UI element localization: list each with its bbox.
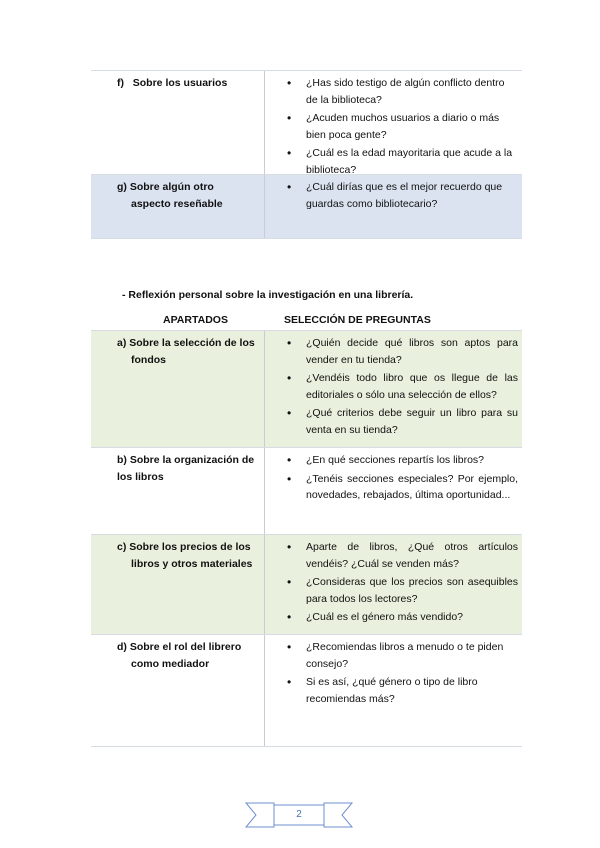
question-item: • ¿Qué criterios debe seguir un libro para su venta en su tienda? <box>283 405 518 438</box>
question-item: • ¿Quién decide qué libros son aptos para vender en tu tienda? <box>283 335 518 368</box>
row-label <box>91 535 265 634</box>
questions-cell <box>265 175 522 238</box>
page-number-ribbon <box>244 797 354 833</box>
questions-cell <box>265 331 522 447</box>
table-row <box>91 71 522 175</box>
row-title: a) Sobre la selección de los fondos <box>117 337 255 366</box>
row-label <box>91 448 265 534</box>
question-item: • ¿En qué secciones repartís los libros? <box>283 452 518 469</box>
libraries-table <box>91 70 522 239</box>
table-row <box>91 331 522 448</box>
row-label <box>91 71 265 174</box>
question-item: • ¿Acuden muchos usuarios a diario o más bien poca gente? <box>283 110 518 143</box>
table-row <box>91 448 522 535</box>
bookstore-table <box>91 330 522 747</box>
table-row <box>91 535 522 635</box>
row-title: g) Sobre algún otro aspecto reseñable <box>117 181 223 210</box>
row-title: d) Sobre el rol del librero como mediador <box>117 641 242 670</box>
question-item: • ¿Cuál dirías que es el mejor recuerdo que guardas como bibliotecario? <box>283 179 518 212</box>
question-item: • ¿Tenéis secciones especiales? Por ejemplo, novedades, rebajados, última oportunidad... <box>283 471 518 504</box>
page-number: 2 <box>296 809 302 820</box>
row-letter: f) <box>117 77 124 89</box>
column-header-apartados: APARTADOS <box>163 314 228 326</box>
row-title: c) Sobre los precios de los libros y otros materiales <box>117 541 253 570</box>
questions-cell <box>265 635 522 746</box>
question-item: • Aparte de libros, ¿Qué otros artículos vendéis? ¿Cuál se venden más? <box>283 539 518 572</box>
table-row <box>91 175 522 239</box>
table-row <box>91 635 522 747</box>
question-item: • Si es así, ¿qué género o tipo de libro recomiendas más? <box>283 674 518 707</box>
question-item: • ¿Vendéis todo libro que os llegue de las editoriales o sólo una selección de ellos? <box>283 370 518 403</box>
section-heading: - Reflexión personal sobre la investigación en una librería. <box>122 289 414 301</box>
row-title: Sobre los usuarios <box>132 77 228 89</box>
question-item: • ¿Has sido testigo de algún conflicto dentro de la biblioteca? <box>283 75 518 108</box>
question-item: • ¿Recomiendas libros a menudo o te piden consejo? <box>283 639 518 672</box>
row-label <box>91 331 265 447</box>
question-item: • ¿Cuál es el género más vendido? <box>283 609 518 626</box>
question-item: • ¿Consideras que los precios son asequibles para todos los lectores? <box>283 574 518 607</box>
row-title: b) Sobre la organización de los libros <box>117 454 255 483</box>
questions-cell <box>265 535 522 634</box>
row-label <box>91 175 265 238</box>
column-header-preguntas: SELECCIÓN DE PREGUNTAS <box>284 314 431 326</box>
questions-cell <box>265 71 522 174</box>
question-item: • ¿Cuál es la edad mayoritaria que acude a la biblioteca? <box>283 145 518 178</box>
questions-cell <box>265 448 522 534</box>
row-label <box>91 635 265 746</box>
